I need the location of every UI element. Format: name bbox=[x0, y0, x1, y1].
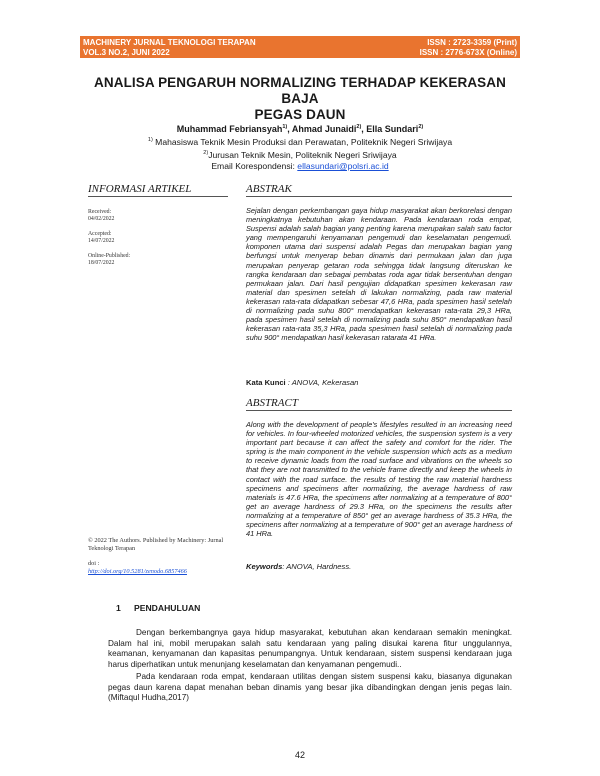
copyright-block: © 2022 The Authors. Published by Machinery: Jurnal Teknologi Terapan doi : http://doi.org/10.5281/zenodo.6857466 bbox=[88, 537, 228, 576]
intro-body bbox=[108, 628, 512, 706]
abstract-heading: ABSTRACT bbox=[246, 397, 512, 411]
correspondence-email: Email Korespondensi: ellasundari@polsri.ac.id bbox=[211, 160, 389, 171]
journal-name: MACHINERY JURNAL TEKNOLOGI TERAPAN bbox=[83, 38, 256, 47]
author-names: Muhammad Febriansyah$^{1)}$, Ahmad Junaidi$^{2)}$, Ella Sundari$^{2)}$ bbox=[176, 124, 424, 134]
info-heading: INFORMASI ARTIKEL bbox=[88, 183, 228, 197]
article-dates: Received: 04/02/2022 Accepted: 14/07/2022 Online-Published: 18/07/2022 bbox=[88, 209, 131, 266]
kata-kunci: Kata Kunci : ANOVA, Kekerasan bbox=[246, 378, 359, 387]
page-number: 42 bbox=[294, 750, 305, 760]
intro-paragraph-1: Dengan berkembangnya gaya hidup masyarakat, kebutuhan akan kendaraan semakin meningkat. Dalam hal ini, mobil merupakan salah satu kendaraan yang paling disukai karena fitur unggulannya, keamanan, kenyamanan dan kapasitas penumpangnya. Untuk kendaraan, sistem suspensi kendaraan juga harus diperhatikan untuk menunjang keselamatan dan kenyamanan pengemudi.. bbox=[108, 628, 512, 669]
journal-header-banner bbox=[80, 36, 520, 58]
issn-print: ISSN : 2723-3359 (Print) bbox=[427, 38, 517, 47]
abstract-text: Along with the development of people's lifestyles resulted in an increasing need for vehicles. In four-wheeled motorized vehicles, the suspension system is a very important part because it can affect the safety and comfort for the rider. The spring is the main component in the vehicle suspension which acts as a medium to receive dynamic loads from the road surface and vibrations on the wheels so that they are not transmitted to the vehicle frame directly and keep the wheels in contact with the road surface. the results of testing the raw material hardness specimens and specimens after normalizing, the average hardness of raw materials is 47.6 HRa, the specimens after normalizing at a temperature of 800° get an average hardness of 29.3 HRa, on the specimens the results after normalizing at a temperature of 850° get an average hardness of 35.3 HRa, the specimens after normalizing at a temperature of 900° get an average hardness of 41 HRa. bbox=[246, 420, 512, 539]
section-heading: 1 PENDAHULUAN bbox=[116, 603, 201, 613]
affiliation-2: $^{2)}$Jurusan Teknik Mesin, Politeknik Negeri Sriwijaya bbox=[203, 149, 397, 160]
abstrak-text: Sejalan dengan perkembangan gaya hidup masyarakat akan berkorelasi dengan meningkatnya kebutuhan akan kendaraan. Pada kendaraan roda empat, Suspensi adalah salah bagian yang penting karena merupakan salah satu factor yang mempengaruhi kenyamanan pengemudi dan keselamatan pengemudi. komponen utama dari suspensi adalah Pegas dan merupakan bagian yang berfungsi untuk menyerap beban dinamis dari permukaan jalan dan juga merupakan penyerap getaran roda sehingga tidak langsung diteruskan ke rangka kendaraan dan sebagai pembatas roda agar tidak bersentuhan dengan permukaan jalan. Dari hasil pengujian didapatkan spesimen kekerasan raw material dan spesimen setelah di lakukan normalizing, pada raw material kekerasan rata-rata didapatkan sebesar 47,6 HRa, pada spesimen hasil setelah di normalizing pada suhu 800° mendapatkan kekerasan rata-rata 29,3 HRa, pada spesimen hasil setelah di normalizing pada suhu 850° mendapatkan hasil kekerasan rata-rata 35,3 HRa, pada spesimen hasil setelah di normalizing pada suhu 900° mendapatkan hasil kekerasan ratarata 41 HRa. bbox=[246, 206, 512, 343]
keywords: Keywords: ANOVA, Hardness. bbox=[246, 562, 352, 571]
email-link[interactable]: ellasundari@polsri.ac.id bbox=[297, 160, 389, 171]
affiliation-1: $^{1)}$ Mahasiswa Teknik Mesin Produksi dan Perawatan, Politeknik Negeri Sriwijaya bbox=[147, 136, 453, 147]
journal-volume: VOL.3 NO.2, JUNI 2022 bbox=[83, 47, 170, 57]
author-block bbox=[80, 122, 520, 172]
doi-link[interactable]: http://doi.org/10.5281/zenodo.6857466 bbox=[88, 568, 187, 575]
issn-online: ISSN : 2776-673X (Online) bbox=[419, 47, 517, 57]
abstrak-heading: ABSTRAK bbox=[246, 183, 512, 197]
intro-paragraph-2: Pada kendaraan roda empat, kendaraan utilitas dengan sistem suspensi kaku, biasanya digunakan pegas daun karena dapat menahan beban dinamis yang besar jika dibandingkan dengan jenis pegas lain. (Miftaqul Hudha,2017) bbox=[108, 672, 512, 702]
paper-title: ANALISA PENGARUH NORMALIZING TERHADAP KEKERASAN BAJA PEGAS DAUN bbox=[94, 75, 506, 122]
